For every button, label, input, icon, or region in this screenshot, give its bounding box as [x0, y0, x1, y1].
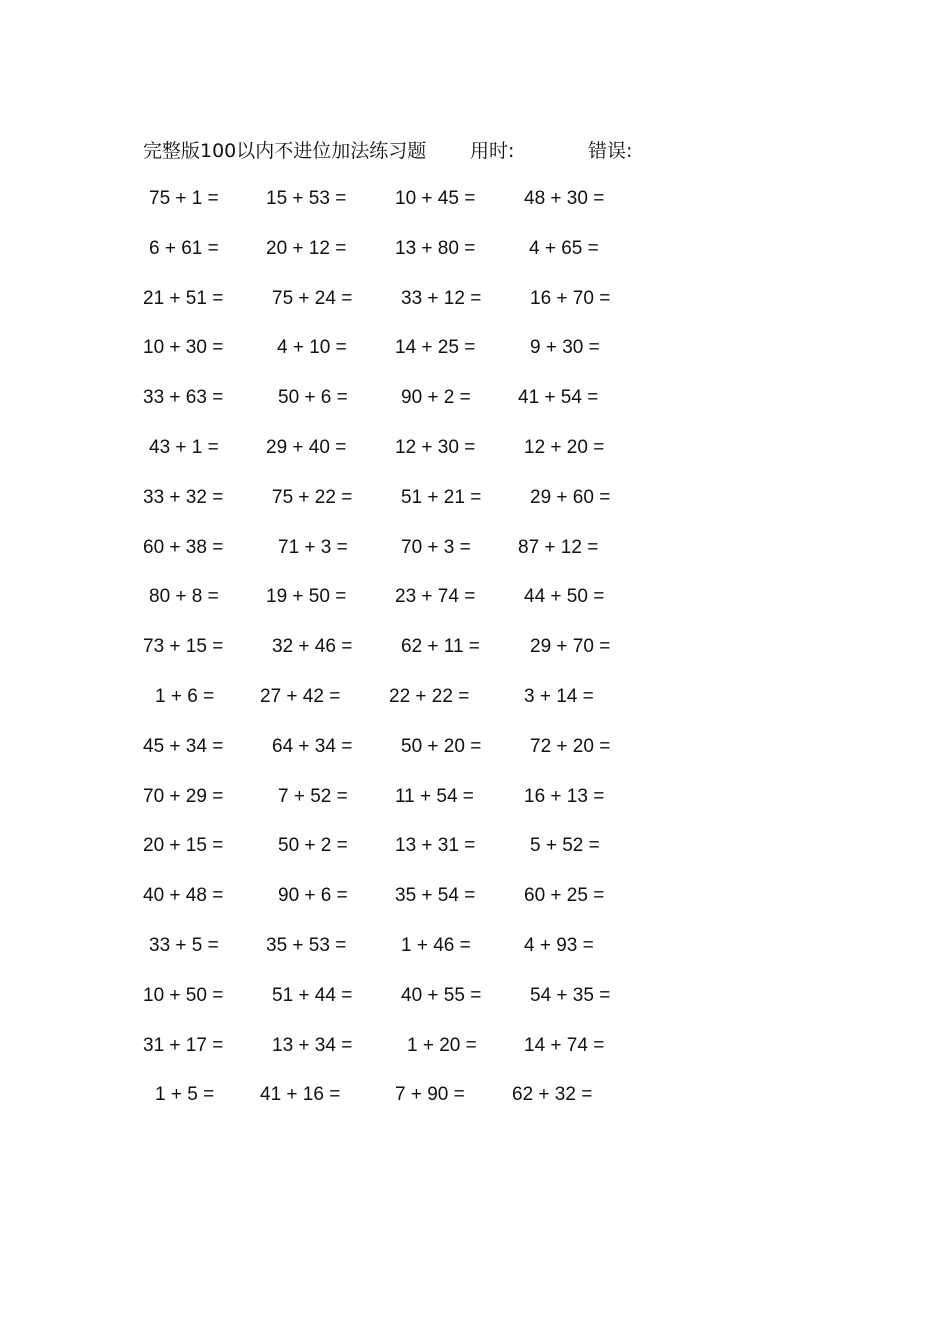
problem: 1 + 20 =	[407, 1034, 477, 1056]
problem: 31 + 17 =	[143, 1034, 224, 1056]
problem-row	[0, 733, 950, 783]
problem: 73 + 15 =	[143, 636, 224, 658]
problem-row	[0, 1081, 950, 1131]
problem-row	[0, 185, 950, 235]
problem: 75 + 22 =	[272, 486, 353, 508]
problem: 5 + 52 =	[530, 835, 600, 857]
problem: 29 + 60 =	[530, 486, 611, 508]
problem: 80 + 8 =	[149, 586, 219, 608]
problem: 72 + 20 =	[530, 735, 611, 757]
problem: 14 + 74 =	[524, 1034, 605, 1056]
problem: 33 + 5 =	[149, 934, 219, 956]
problem: 16 + 70 =	[530, 287, 611, 309]
problem: 75 + 24 =	[272, 287, 353, 309]
problem: 9 + 30 =	[530, 337, 600, 359]
problem: 13 + 80 =	[395, 237, 476, 259]
problem: 13 + 34 =	[272, 1034, 353, 1056]
problem: 44 + 50 =	[524, 586, 605, 608]
problem: 33 + 12 =	[401, 287, 482, 309]
problem-row	[0, 932, 950, 982]
problem: 45 + 34 =	[143, 735, 224, 757]
errors-label: 错误:	[588, 140, 633, 162]
problem: 21 + 51 =	[143, 287, 224, 309]
problem: 60 + 38 =	[143, 536, 224, 558]
problem: 29 + 40 =	[266, 436, 347, 458]
problem: 71 + 3 =	[278, 536, 348, 558]
problem: 33 + 63 =	[143, 387, 224, 409]
problem: 12 + 30 =	[395, 436, 476, 458]
problem-row	[0, 484, 950, 534]
problem: 7 + 52 =	[278, 785, 348, 807]
problem: 14 + 25 =	[395, 337, 476, 359]
problem: 33 + 32 =	[143, 486, 224, 508]
problem: 51 + 44 =	[272, 984, 353, 1006]
problem: 60 + 25 =	[524, 885, 605, 907]
problem: 50 + 6 =	[278, 387, 348, 409]
problem: 75 + 1 =	[149, 188, 219, 209]
problem: 3 + 14 =	[524, 685, 594, 707]
problem: 1 + 6 =	[155, 685, 215, 707]
problem: 90 + 2 =	[401, 387, 471, 409]
problem: 15 + 53 =	[266, 188, 347, 209]
problem: 1 + 46 =	[401, 934, 471, 956]
problem: 64 + 34 =	[272, 735, 353, 757]
problem: 40 + 48 =	[143, 885, 224, 907]
problem: 90 + 6 =	[278, 885, 348, 907]
problem: 87 + 12 =	[518, 536, 599, 558]
problem-row	[0, 783, 950, 833]
problem: 7 + 90 =	[395, 1084, 465, 1106]
problem-row	[0, 285, 950, 335]
problem: 4 + 93 =	[524, 934, 594, 956]
problem: 4 + 65 =	[529, 237, 599, 259]
problem: 23 + 74 =	[395, 586, 476, 608]
problem: 11 + 54 =	[395, 785, 474, 807]
problem: 10 + 45 =	[395, 188, 476, 209]
problem: 4 + 10 =	[277, 337, 347, 359]
problem: 6 + 61 =	[149, 237, 219, 259]
problem: 50 + 20 =	[401, 735, 482, 757]
problem-row	[0, 434, 950, 484]
problem: 50 + 2 =	[278, 835, 348, 857]
problem: 54 + 35 =	[530, 984, 611, 1006]
problem: 70 + 3 =	[401, 536, 471, 558]
problem-row	[0, 832, 950, 882]
problem: 43 + 1 =	[149, 436, 219, 458]
problem: 29 + 70 =	[530, 636, 611, 658]
problem-row	[0, 1032, 950, 1082]
problem: 51 + 21 =	[401, 486, 482, 508]
problem: 62 + 32 =	[512, 1084, 593, 1106]
problem-row	[0, 235, 950, 285]
problem: 19 + 50 =	[266, 586, 347, 608]
problem: 20 + 12 =	[266, 237, 347, 259]
problem: 35 + 53 =	[266, 934, 347, 956]
problem-row	[0, 882, 950, 932]
problem: 40 + 55 =	[401, 984, 482, 1006]
problem: 22 + 22 =	[389, 685, 470, 707]
problem: 35 + 54 =	[395, 885, 476, 907]
problem-row	[0, 334, 950, 384]
problem: 41 + 16 =	[260, 1084, 341, 1106]
problem-row	[0, 583, 950, 633]
worksheet-header	[0, 137, 950, 165]
worksheet-title: 完整版100以内不进位加法练习题	[143, 140, 427, 162]
problem: 62 + 11 =	[401, 636, 480, 658]
problem-row	[0, 683, 950, 733]
problem-row	[0, 384, 950, 434]
problem: 41 + 54 =	[518, 387, 599, 409]
problem: 32 + 46 =	[272, 636, 353, 658]
problem-grid	[0, 185, 950, 1131]
problem: 13 + 31 =	[395, 835, 476, 857]
problem-row	[0, 982, 950, 1032]
problem-row	[0, 534, 950, 584]
problem-row	[0, 633, 950, 683]
problem: 48 + 30 =	[524, 188, 605, 209]
problem: 20 + 15 =	[143, 835, 224, 857]
time-label: 用时:	[470, 140, 515, 162]
problem: 27 + 42 =	[260, 685, 341, 707]
problem: 10 + 50 =	[143, 984, 224, 1006]
problem: 12 + 20 =	[524, 436, 605, 458]
problem: 70 + 29 =	[143, 785, 224, 807]
problem: 16 + 13 =	[524, 785, 605, 807]
problem: 10 + 30 =	[143, 337, 224, 359]
problem: 1 + 5 =	[155, 1084, 215, 1106]
